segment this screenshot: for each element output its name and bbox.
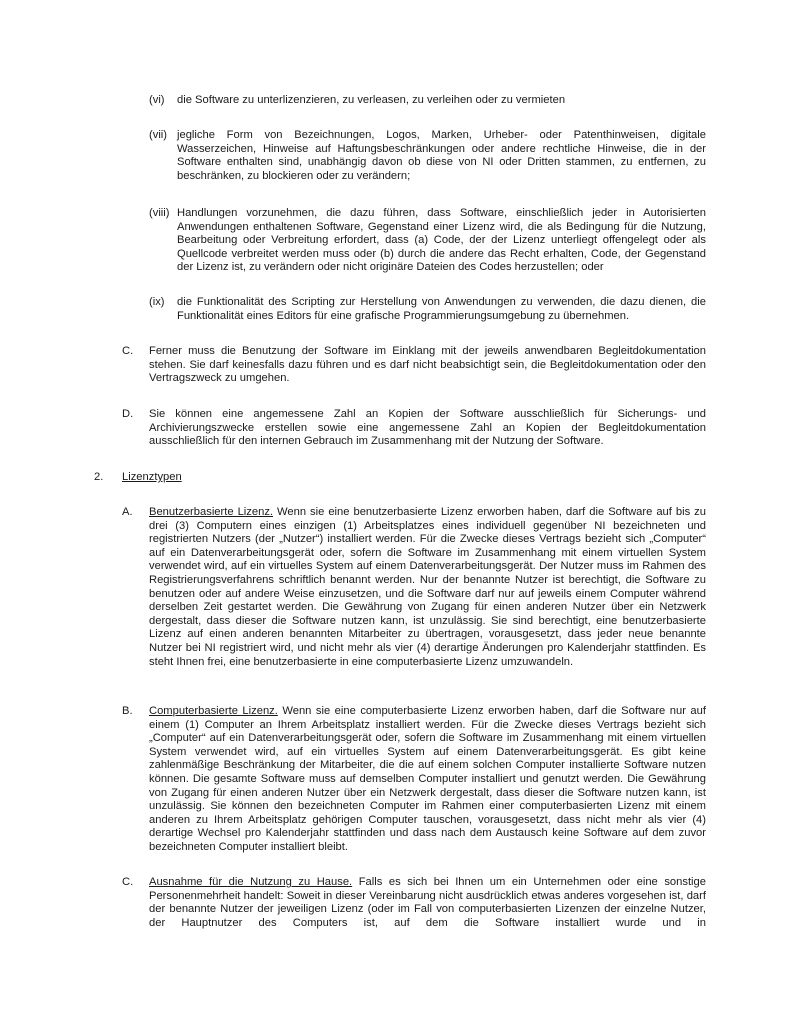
section-letter: D.: [122, 408, 134, 420]
license-letter: B.: [122, 705, 133, 717]
license-text: Wenn sie eine computerbasierte Lizenz erworben haben, darf die Software nur auf einem (1) Computer an Ihrem Arbeitsplatz installiert werden. Für die Zwecke dieses Vertrags bezieht sich „Computer“ auf ein Datenverarbeitungsgerät oder, sofern die Software im Zusammenhang mit einem virtuellen System verwendet wird, auf ein virtuelles System auf einem Datenverarbeitungsgerät. Es gibt keine zahlenmäßige Beschränkung der Mitarbeiter, die die auf einem solchen Computer installierte Software nutzen können. Die gesamte Software muss auf demselben Computer installiert und genutzt werden. Die Gewährung von Zugang für einen anderen Nutzer über ein Netzwerk dergestalt, dass dieser die Software nutzen kann, ist unzulässig. Sie können den bezeichneten Computer im Rahmen einer computerbasierten Lizenz mit einem anderen zu Ihrem Arbeitsplatz gehörigen Computer tauschen, vorausgesetzt, dass nicht mehr als vier (4) derartige Wechsel pro Kalenderjahr stattfinden und dass nach dem Austausch keine Software auf dem zuvor bezeichneten Computer installiert bleibt.: [149, 705, 706, 853]
item-text: Handlungen vorzunehmen, die dazu führen, dass Software, einschließlich jeder in Autorisierten Anwendungen enthaltenen Software, Gegenstand einer Lizenz wird, die als Bedingung für die Nutzung, Bearbeitung oder Verbreitung erfordert, dass (a) Code, der der Lizenz unterliegt offengelegt oder als Quellcode verbreitet werden muss oder (b) durch die andere das Recht erhalten, Code, der Gegenstand der Lizenz ist, zu verändern oder nicht originäre Dateien des Codes herzustellen; oder: [177, 207, 706, 274]
license-b: [122, 705, 706, 855]
item-text: jegliche Form von Bezeichnungen, Logos, Marken, Urheber- oder Patenthinweisen, digitale Wasserzeichen, Hinweise auf Haftungsbeschränkungen oder andere rechtliche Hinweise, die in der Software enthalten sind, unabhängig davon ob diese von NI oder Dritten stammen, zu entfernen, zu beschränken, zu blockieren oder zu verändern;: [177, 129, 706, 182]
license-letter: A.: [122, 506, 133, 518]
license-a: [122, 506, 706, 669]
license-text: Wenn sie eine benutzerbasierte Lizenz erworben haben, darf die Software auf bis zu drei (3) Computern eines einzigen (1) Arbeitsplatzes eines individuell gegenüber NI bezeichneten und registrierten Nutzers (der „Nutzer“) installiert werden. Für die Zwecke dieses Vertrags bezieht sich „Computer“ auf ein Datenverarbeitungsgerät oder, sofern die Software im Zusammenhang mit einem virtuellen System verwendet wird, auf ein virtuelles System auf einem Datenverarbeitungsgerät. Der Nutzer muss im Rahmen des Registrierungsverfahrens schriftlich benannt werden. Nur der benannte Nutzer ist berechtigt, die Software zu benutzen oder auf andere Weise einzusetzen, und die Software darf nur auf jeweils einem Computer während derselben Zeit gestartet werden. Die Gewährung von Zugang für einen anderen Nutzer über ein Netzwerk dergestalt, dass dieser die Software nutzen kann, ist unzulässig. Sie sind berechtigt, eine benutzerbasierte Lizenz auf einen anderen benannten Mitarbeiter zu übertragen, vorausgesetzt, dass jeder neue benannte Nutzer bei NI registriert wird, und nicht mehr als vier (4) derartige Änderungen pro Kalenderjahr stattfinden. Es steht Ihnen frei, eine benutzerbasierte in eine computerbasierte Lizenz umzuwandeln.: [149, 506, 706, 668]
license-title: Benutzerbasierte Lizenz.: [149, 506, 274, 518]
license-paragraph: [149, 506, 706, 669]
section-heading: [94, 471, 706, 485]
roman-item-vi: [149, 94, 706, 108]
section-text: Ferner muss die Benutzung der Software im Einklang mit der jeweils anwendbaren Begleitdokumentation stehen. Sie darf keinesfalls dazu führen und es darf nicht beabsichtigt sein, die Begleitdokumentation oder den Vertragszweck zu umgehen.: [149, 345, 706, 385]
roman-item-vii: [149, 129, 706, 183]
license-paragraph: [149, 705, 706, 855]
item-number: (ix): [149, 296, 165, 308]
section-text: Sie können eine angemessene Zahl an Kopien der Software ausschließlich für Sicherungs- und Archivierungszwecke erstellen sowie eine angemessene Zahl an Kopien der Begleitdokumentation ausschließlich für den internen Gebrauch im Zusammenhang mit der Nutzung der Software.: [149, 408, 706, 448]
license-title: Computerbasierte Lizenz.: [149, 705, 278, 717]
item-number: (vi): [149, 94, 165, 106]
item-text: die Funktionalität des Scripting zur Herstellung von Anwendungen zu verwenden, die dazu dienen, die Funktionalität eines Editors für eine grafische Programmierungsumgebung zu übernehmen.: [177, 296, 706, 322]
section-letter: C.: [122, 345, 134, 357]
license-title: Ausnahme für die Nutzung zu Hause.: [149, 876, 353, 888]
item-number: (viii): [149, 207, 170, 219]
heading-title: Lizenztypen: [122, 471, 182, 483]
item-text: die Software zu unterlizenzieren, zu verleasen, zu verleihen oder zu vermieten: [177, 94, 566, 106]
license-paragraph: [149, 876, 706, 930]
heading-number: 2.: [94, 471, 104, 483]
section-d: [122, 408, 706, 449]
section-c: [122, 345, 706, 386]
item-number: (vii): [149, 129, 168, 141]
license-text: Falls es sich bei Ihnen um ein Unternehmen oder eine sonstige Personenmehrheit handelt: Soweit in dieser Vereinbarung nicht ausdrücklich etwas anderes vorgesehen ist, darf der benannte Nutzer der jeweiligen Lizenz (oder im Fall von computerbasierten Lizenzen der einzelne Nutzer, der Hauptnutzer des Computers ist, auf dem die Software installiert wurde und in: [149, 876, 706, 929]
roman-item-viii: [149, 207, 706, 275]
roman-item-ix: [149, 296, 706, 323]
license-c: [122, 876, 706, 930]
license-letter: C.: [122, 876, 134, 888]
